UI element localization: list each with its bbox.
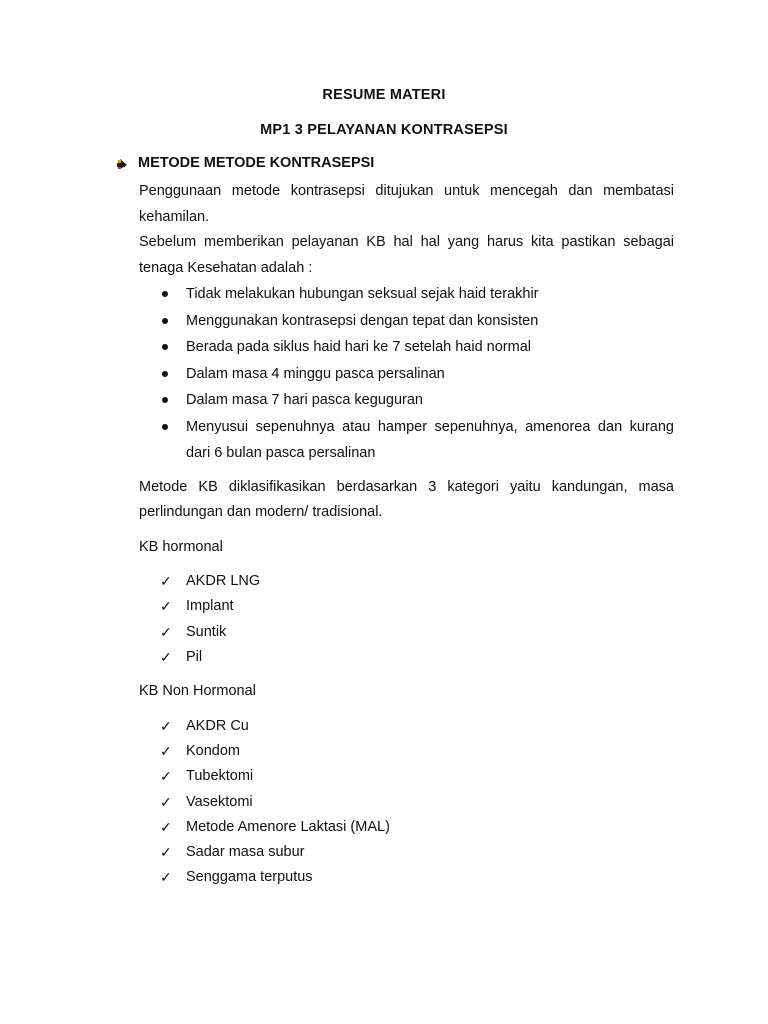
list-item [139, 387, 674, 414]
list-item [139, 840, 674, 865]
list-item [139, 361, 674, 388]
list-item [139, 714, 674, 739]
list-item-text: Senggama terputus [186, 869, 313, 886]
bullet-icon [162, 318, 168, 324]
list-item-text: Menyusui sepenuhnya atau hamper sepenuhnya, amenorea dan kurang dari 6 bulan pasca persalinan [186, 418, 674, 461]
hormonal-list [139, 569, 674, 670]
bullet-icon [162, 344, 168, 350]
section-heading-text: METODE METODE KONTRASEPSI [138, 155, 375, 171]
list-item [139, 790, 674, 815]
list-item-text: Metode Amenore Laktasi (MAL) [186, 818, 390, 835]
checkmark-icon: ✓ [160, 598, 172, 615]
checkmark-icon: ✓ [160, 793, 172, 810]
list-item [139, 569, 674, 594]
list-item [139, 645, 674, 670]
list-item [139, 815, 674, 840]
list-item-text: Kondom [186, 742, 241, 759]
list-item-text: Tidak melakukan hubungan seksual sejak haid terakhir [186, 286, 539, 302]
conditions-list [139, 281, 674, 467]
list-item [139, 739, 674, 764]
non-hormonal-heading: KB Non Hormonal [139, 683, 256, 700]
list-item [139, 594, 674, 619]
bullet-icon [162, 371, 168, 377]
list-item [139, 620, 674, 645]
list-item-text: Implant [186, 598, 234, 615]
list-item [139, 281, 674, 308]
intro-paragraph: Penggunaan metode kontrasepsi ditujukan untuk mencegah dan membatasi kehamilan. [139, 183, 674, 225]
list-item-text: Dalam masa 4 minggu pasca persalinan [186, 365, 445, 382]
hormonal-heading: KB hormonal [139, 538, 223, 555]
checkmark-icon: ✓ [160, 648, 172, 665]
bullet-icon [162, 424, 168, 430]
document-title: RESUME MATERI [322, 87, 446, 103]
checkmark-icon: ✓ [160, 818, 172, 835]
classification-paragraph: Metode KB diklasifikasikan berdasarkan 3 kategori yaitu kandungan, masa perlindungan dan modern/ tradisional. [139, 478, 674, 520]
checkmark-icon: ✓ [160, 768, 172, 785]
list-item [139, 865, 674, 890]
checkmark-icon: ✓ [160, 717, 172, 734]
section-heading [116, 155, 374, 171]
list-item [139, 308, 674, 335]
document-body [139, 179, 674, 891]
section-marker-icon [116, 158, 128, 170]
list-item-text: AKDR Cu [186, 717, 249, 734]
list-item [139, 764, 674, 789]
list-item-text: Menggunakan kontrasepsi dengan tepat dan konsisten [186, 312, 539, 329]
checkmark-icon: ✓ [160, 869, 172, 886]
list-item-text: Pil [186, 648, 203, 665]
checkmark-icon: ✓ [160, 623, 172, 640]
list-item-text: Tubektomi [186, 768, 254, 785]
list-item-text: Vasektomi [186, 793, 253, 810]
checkmark-icon: ✓ [160, 844, 172, 861]
list-item-text: Suntik [186, 623, 227, 640]
pre-list-paragraph: Sebelum memberikan pelayanan KB hal hal yang harus kita pastikan sebagai tenaga Kesehatan adalah : [139, 234, 674, 276]
list-item [139, 334, 674, 361]
non-hormonal-list [139, 714, 674, 891]
list-item-text: AKDR LNG [186, 573, 261, 589]
document-subtitle: MP1 3 PELAYANAN KONTRASEPSI [260, 122, 508, 138]
checkmark-icon: ✓ [160, 573, 172, 589]
bullet-icon [162, 397, 168, 403]
list-item-text: Sadar masa subur [186, 844, 305, 861]
list-item-text: Dalam masa 7 hari pasca keguguran [186, 392, 423, 408]
list-item-text: Berada pada siklus haid hari ke 7 setelah haid normal [186, 339, 531, 355]
checkmark-icon: ✓ [160, 742, 172, 759]
bullet-icon [162, 291, 168, 297]
list-item [139, 414, 674, 467]
